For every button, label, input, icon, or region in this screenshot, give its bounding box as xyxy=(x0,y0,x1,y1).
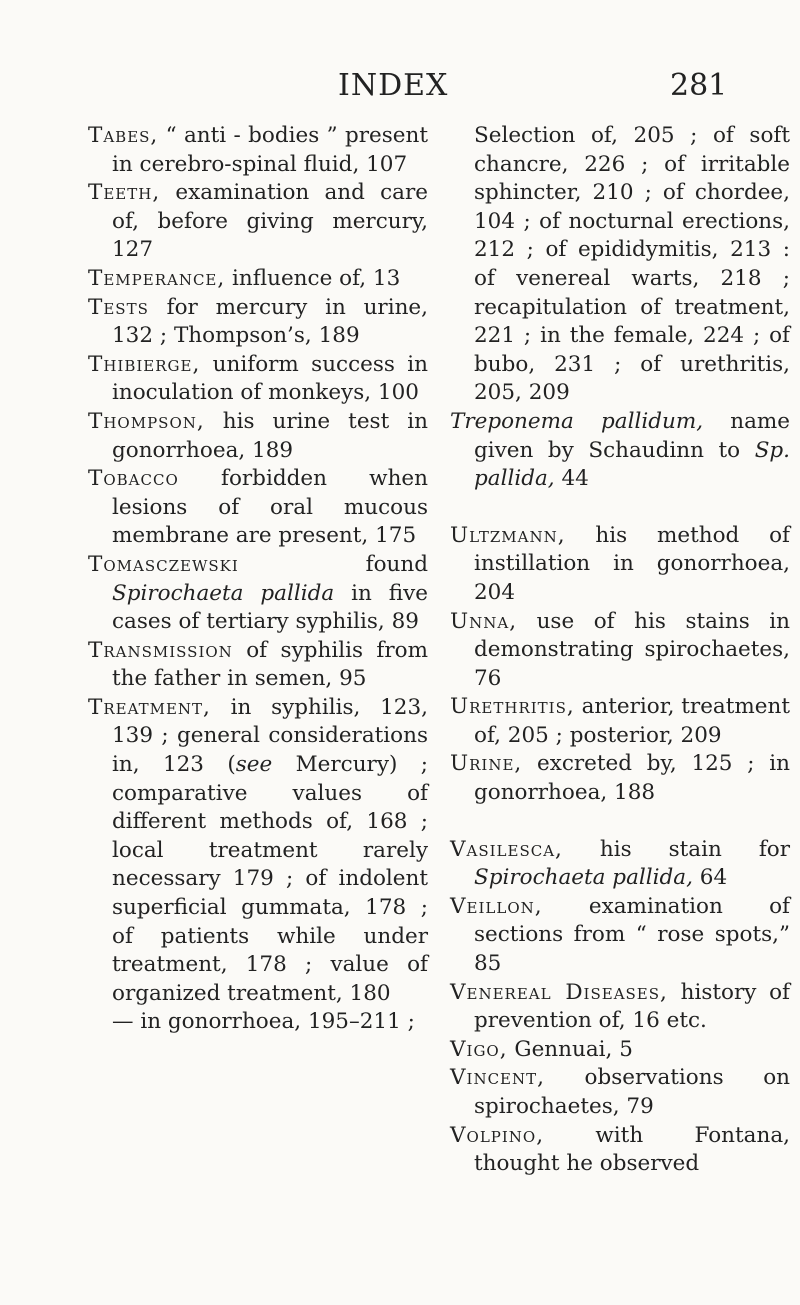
right-column xyxy=(450,122,790,1179)
page-title: INDEX xyxy=(338,68,449,103)
index-entry: Urethritis, anterior, treatment of, 205 ; posterior, 209 xyxy=(450,694,790,748)
index-entry: Tests for mercury in urine, 132 ; Thompson’s, 189 xyxy=(88,294,428,349)
index-entry: Volpino, with Fontana, thought he observed xyxy=(450,1122,790,1177)
index-continuation: Selection of, 205 ; of soft chancre, 226 ; of irritable sphincter, 210 ; of chordee, 104 ; of nocturnal erections, 212 ; of epididymitis, 213 : of venereal warts, 218 ; recapitulation of treatment, 221 ; in the female, 224 ; of bubo, 231 ; of urethritis, 205, 209 xyxy=(474,123,790,406)
index-entry: Tabes, “ anti - bodies ” present in cerebro-spinal fluid, 107 xyxy=(88,123,428,177)
index-entry: Thompson, his urine test in gonorrhoea, 189 xyxy=(88,408,428,463)
index-entry: Unna, use of his stains in demonstrating spirochaetes, 76 xyxy=(450,608,790,691)
index-entry: Thibierge, uniform success in inoculation of monkeys, 100 xyxy=(88,351,428,406)
page-header xyxy=(0,68,800,108)
index-entry: Treponema pallidum, name given by Schaudinn to Sp. pallida, 44 xyxy=(450,408,791,492)
index-entry: Venereal Diseases, history of prevention of, 16 etc. xyxy=(450,979,790,1034)
index-entry: Tomasczewski found Spirochaeta pallida in five cases of tertiary syphilis, 89 xyxy=(88,551,428,635)
index-entry: Ultzmann, his method of instillation in gonorrhoea, 204 xyxy=(450,522,790,605)
index-entry: Vigo, Gennuai, 5 xyxy=(450,1036,633,1062)
index-entry: Tobacco forbidden when lesions of oral mucous membrane are present, 175 xyxy=(88,466,428,549)
index-entry: Teeth, examination and care of, before giving mercury, 127 xyxy=(88,180,428,263)
index-entry: Transmission of syphilis from the father in semen, 95 xyxy=(88,637,428,692)
index-entry: Veillon, examination of sections from “ rose spots,” 85 xyxy=(450,893,790,977)
index-entry: Temperance, influence of, 13 xyxy=(88,265,401,291)
index-entry: Urine, excreted by, 125 ; in gonorrhoea, 188 xyxy=(450,751,790,806)
index-entry: Treatment, in syphilis, 123, 139 ; general considerations in, 123 (see Mercury) ; comparative values of different methods of, 168 ; local treatment rarely necessary 179 ; of indolent superficial gummata, 178 ; of patients while under treatment, 178 ; value of organized treatment, 180 xyxy=(88,694,428,1006)
index-subentry: — in gonorrhoea, 195–211 ; xyxy=(112,1009,415,1035)
left-column xyxy=(88,122,428,1037)
index-entry: Vincent, observations on spirochaetes, 79 xyxy=(450,1065,790,1119)
page-number: 281 xyxy=(670,68,728,103)
index-entry: Vasilesca, his stain for Spirochaeta pallida, 64 xyxy=(450,836,790,891)
